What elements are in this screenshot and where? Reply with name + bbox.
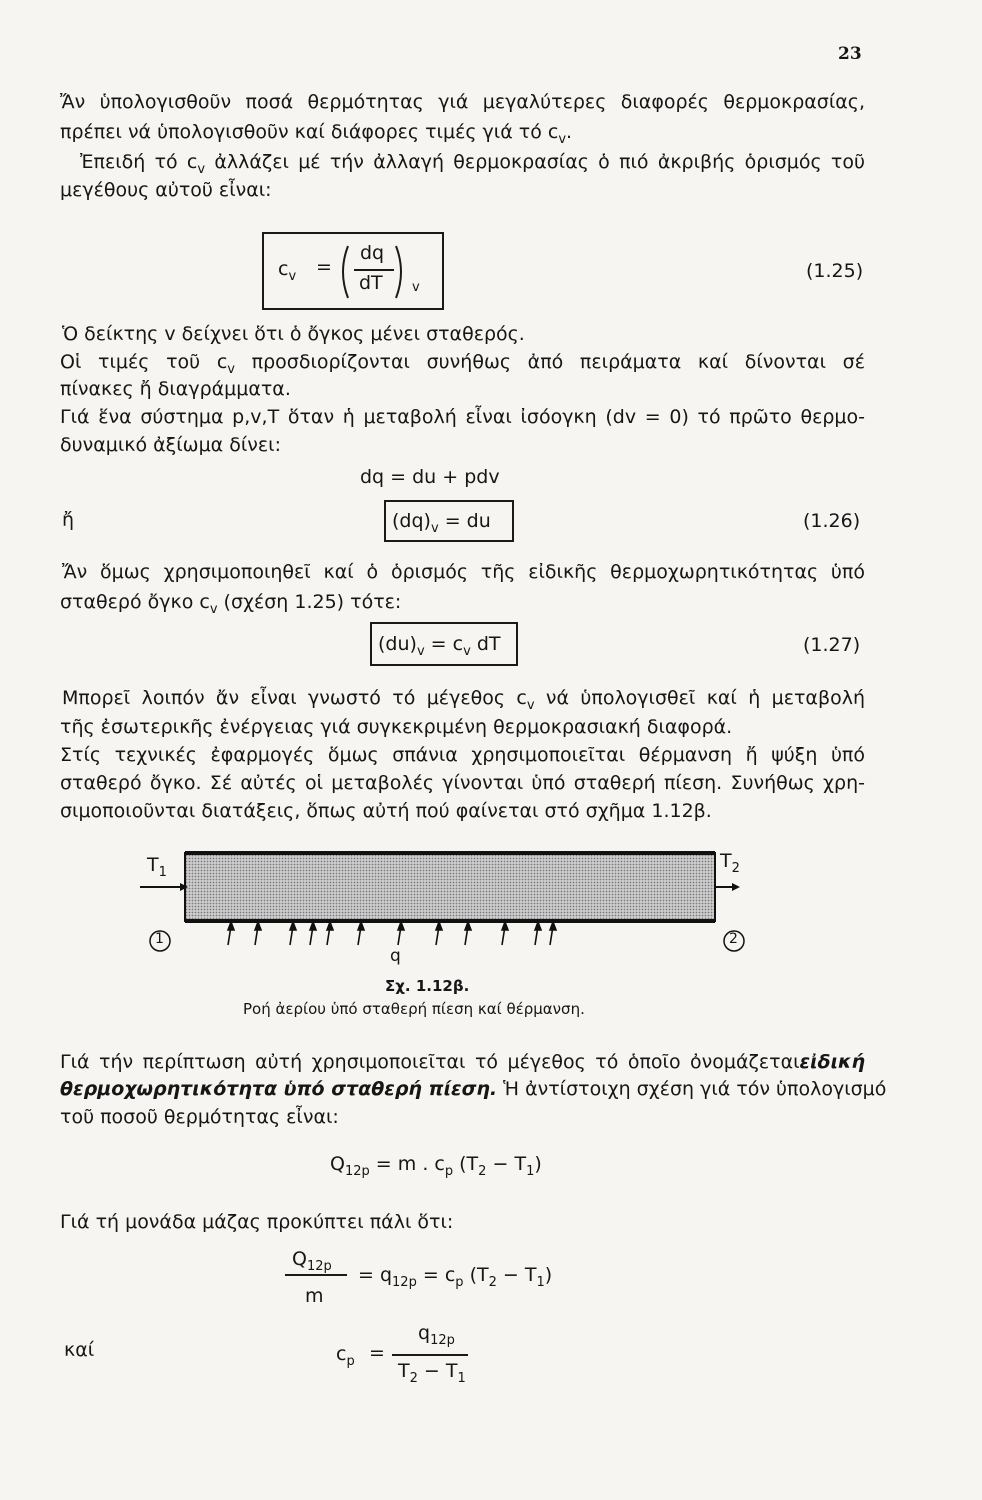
equation-number: (1.27) [803,634,861,656]
text-line: δυναμικό ἀξίωμα δίνει: [60,434,282,456]
text-line: Οἱ τιμές τοῦ $c_v$ προσδιορίζονται συνήθως ἀπό πειράματα καί δίνονται σέ [60,351,865,377]
page-number: 23 [838,44,862,64]
text-line: πίνακες ἤ διαγράμματα. [60,378,291,400]
eq-cp-denominator: $T_2 - T_1$ [398,1360,466,1386]
eq-fraction-denominator: m [305,1285,324,1307]
text-line: θερμοχωρητικότητα ὑπό σταθερή πίεση. Ἡ ἀντίστοιχη σχέση γιά τόν ὑπολογισμό [60,1078,887,1100]
figure-caption-number: Σχ. 1.12β. [385,977,470,995]
equation-first-law: dq = du + pdv [360,466,500,488]
label-t2: $T_2$ [720,850,740,876]
eq-numerator: dq [360,242,385,264]
label-point-2: 2 [729,931,738,947]
eq-subscript: v [412,280,420,295]
text-line: Ἐπειδή τό $c_v$ ἀλλάζει μέ τήν ἀλλαγή θερμοκρασίας ὁ πιό ἀκριβής ὁρισμός τοῦ [80,151,865,177]
label-q: q [390,946,401,966]
eq-1-27: $(du)_v = c_v$ dT [378,633,501,659]
text-line: Ἄν ὑπολογισθοῦν ποσά θερμότητας γιά μεγαλύτερες διαφορές θερμοκρασίας, [60,91,865,113]
text-line: Γιά τή μονάδα μάζας προκύπτει πάλι ὅτι: [60,1211,454,1233]
eq-denominator: dT [359,272,383,294]
text-line: πρέπει νά ὑπολογισθοῦν καί διάφορες τιμές γιά τό $c_v$. [60,121,573,147]
text-line: Ὁ δείκτης v δείχνει ὅτι ὁ ὄγκος μένει σταθερός. [62,323,525,345]
eq-1-26: $(dq)_v$ = du [392,510,491,536]
fraction-bar [392,1354,468,1356]
equation-number: (1.26) [803,510,861,532]
text-line: σταθερό ὄγκο $c_v$ (σχέση 1.25) τότε: [60,591,402,617]
text-line: Γιά ἕνα σύστημα p,v,T ὅταν ἡ μεταβολή εἶναι ἰσόογκη (dv = 0) τό πρῶτο θερμο- [60,406,865,428]
fraction-bar [285,1274,347,1276]
text-line: Γιά τήν περίπτωση αὐτή χρησιμοποιεῖται τό μέγεθος τό ὁποῖο ὀνομάζεταιεἰδική [60,1051,865,1073]
fraction-bar [354,269,394,271]
equation-1-26-box [384,500,514,542]
equation-q12p: $Q_{12p} = m$ . $c_p$ $(T_2 - T_1)$ [330,1153,542,1179]
equation-q12p-unit: = $q_{12p} = c_p$ $(T_2 - T_1)$ [358,1264,553,1290]
label-point-1: 1 [155,931,164,947]
text-line: Μπορεῖ λοιπόν ἄν εἶναι γνωστό τό μέγεθος $c_v$ νά ὑπολογισθεῖ καί ἡ μεταβολή [62,687,865,713]
eq-cp-numerator: $q_{12p}$ [418,1322,455,1348]
figure-caption-text: Ροή ἀερίου ὑπό σταθερή πίεση καί θέρμανση. [243,1000,585,1018]
text-line: Στίς τεχνικές ἐφαρμογές ὅμως σπάνια χρησιμοποιεῖται θέρμανση ἤ ψύξη ὑπό [60,744,865,766]
equation-1-25-box [262,232,444,310]
text-line: τῆς ἐσωτερικῆς ἐνέργειας γιά συγκεκριμένη θερμοκρασιακή διαφορά. [60,716,733,738]
equation-1-27-box [370,622,518,666]
equation-number: (1.25) [806,260,864,282]
figure-1-12b [140,842,860,1032]
text-line: σταθερό ὄγκο. Σέ αὐτές οἱ μεταβολές γίνονται ὑπό σταθερή πίεση. Συνήθως χρη- [60,772,865,794]
text-kai: καί [64,1339,95,1361]
text-eta: ἤ [62,509,75,531]
text-line: Ἄν ὅμως χρησιμοποιηθεῖ καί ὁ ὁρισμός τῆς εἰδικῆς θερμοχωρητικότητας ὑπό [62,561,865,583]
text-line: σιμοποιοῦνται διατάξεις, ὅπως αὐτή πού φαίνεται στό σχῆμα 1.12β. [60,800,712,822]
eq-equals: = [369,1342,385,1364]
eq-cv: $c_v$ [278,258,297,284]
eq-equals: = [316,256,332,278]
text-line: μεγέθους αὐτοῦ εἶναι: [60,179,272,201]
eq-fraction-numerator: $Q_{12p}$ [292,1248,332,1274]
text-line: τοῦ ποσοῦ θερμότητας εἶναι: [60,1106,339,1128]
eq-cp-lhs: $c_p$ [336,1343,355,1369]
label-t1: $T_1$ [147,854,167,880]
